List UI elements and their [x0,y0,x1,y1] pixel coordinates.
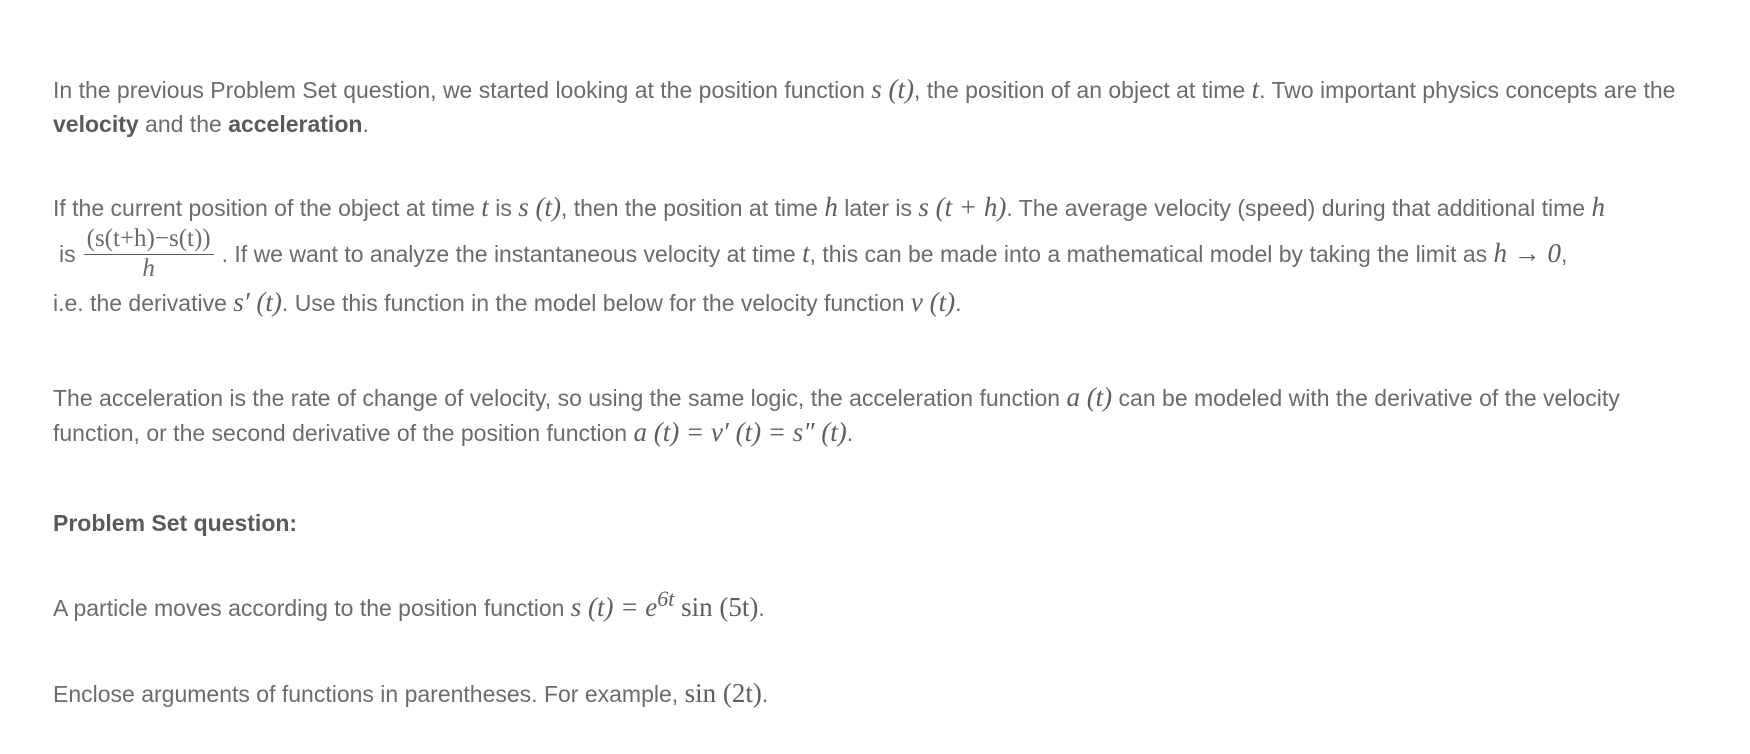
fraction-denominator: h [142,254,155,282]
problem-heading [53,506,297,540]
velocity-text-5: . The average velocity (speed) during that additional time [1006,195,1592,221]
math-s-of-t: s (t) [518,192,561,222]
math-position-equation: s (t) = e [570,592,658,622]
math-limit: h → 0 [1493,238,1562,268]
math-t: t [481,192,489,222]
math-acceleration-equation: a (t) = v′ (t) = s″ (t) [633,417,847,447]
intro-text-1: In the previous Problem Set question, we started looking at the position function [53,77,872,103]
average-velocity-fraction [84,225,214,283]
acceleration-text-1: The acceleration is the rate of change of velocity, so using the same logic, the acceleration function [53,385,1067,411]
velocity-text-1: If the current position of the object at time [53,195,482,221]
math-exponent: 6t [657,586,675,611]
velocity-term: velocity [53,111,139,137]
acceleration-term: acceleration [228,111,363,137]
velocity-text-11: . Use this function in the model below for the velocity function [281,289,911,316]
velocity-text-4: later is [837,195,919,221]
math-position-function: s (t) [871,74,915,104]
particle-paragraph [53,586,765,625]
instructions-text-2: . [761,681,769,707]
math-t-2: t [802,238,810,268]
math-s-of-t-plus-h: s (t + h) [918,192,1007,222]
velocity-paragraph [53,190,1723,320]
particle-text-2: . [758,595,765,621]
acceleration-text-3: . [846,420,854,446]
velocity-text-6: is [59,241,76,267]
velocity-text-7: . If we want to analyze the instantaneous velocity at time [221,241,803,267]
velocity-text-10: i.e. the derivative [53,289,234,316]
math-h-2: h [1591,192,1605,222]
math-velocity-function: v (t) [910,286,956,317]
acceleration-paragraph [53,380,1703,450]
math-time-variable: t [1251,74,1260,104]
math-sine-term: sin (5t) [674,592,759,622]
velocity-text-2: is [488,195,519,221]
velocity-text-3: , then the position at time [560,195,825,221]
velocity-text-12: . [955,289,962,316]
instructions-paragraph [53,676,768,711]
acceleration-text-2: can be modeled with the derivative of the velocity function, or the second derivative of the position function [53,385,1620,446]
math-derivative: s′ (t) [233,286,282,317]
intro-text-5: . [362,111,369,137]
fraction-numerator: (s(t+h)−s(t)) [84,225,214,255]
intro-paragraph [53,72,1703,141]
velocity-text-8: , this can be made into a mathematical model by taking the limit as [809,241,1494,267]
math-example: sin (2t) [684,678,762,708]
velocity-text-9: , [1561,241,1568,267]
math-h: h [824,192,838,222]
problem-heading-text: Problem Set question: [53,510,298,536]
particle-text-1: A particle moves according to the position function [53,595,571,621]
math-acceleration-function: a (t) [1066,382,1113,412]
intro-text-2: , the position of an object at time [914,77,1252,103]
intro-text-4: and the [138,111,229,137]
instructions-text-1: Enclose arguments of functions in parentheses. For example, [53,681,685,707]
intro-text-3: . Two important physics concepts are the [1259,77,1676,103]
